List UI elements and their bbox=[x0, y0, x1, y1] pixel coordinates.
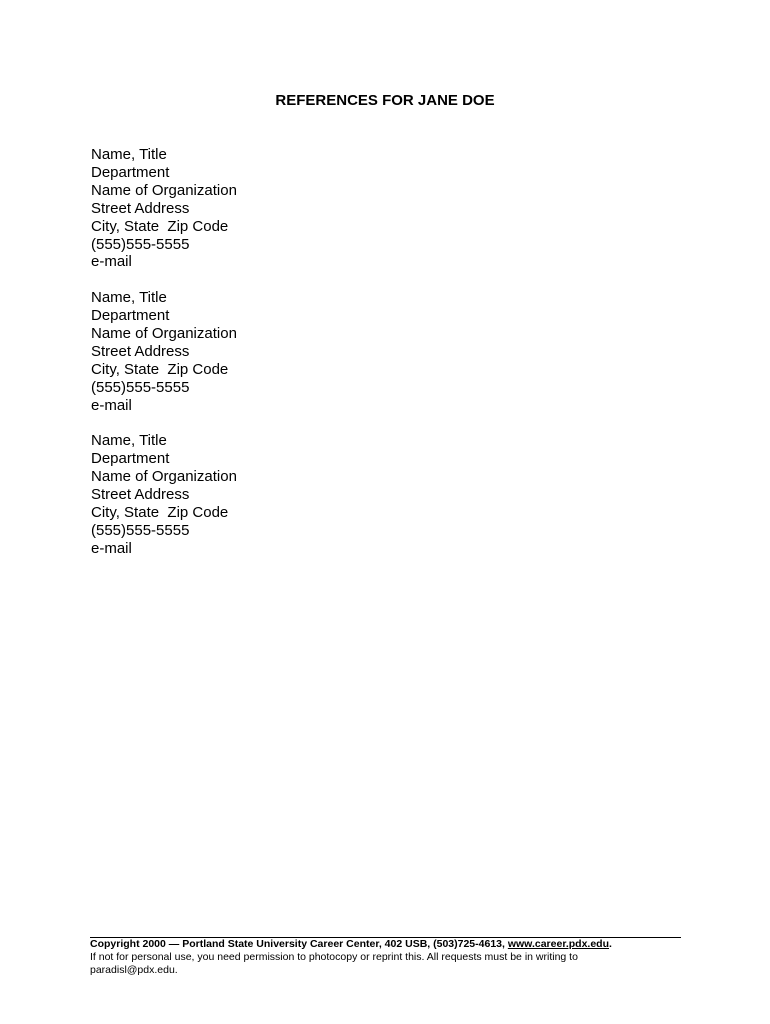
footer bbox=[90, 937, 681, 977]
footer-copyright bbox=[90, 938, 681, 951]
reference-phone: (555)555-5555 bbox=[91, 378, 190, 396]
reference-department: Department bbox=[91, 163, 170, 181]
reference-entry bbox=[91, 432, 237, 557]
references-list bbox=[91, 146, 237, 576]
reference-name-title: Name, Title bbox=[91, 432, 167, 450]
reference-name-title: Name, Title bbox=[91, 146, 167, 163]
reference-name-title: Name, Title bbox=[91, 289, 167, 307]
reference-street: Street Address bbox=[91, 342, 190, 360]
reference-organization: Name of Organization bbox=[91, 468, 237, 486]
reference-city-state-zip: City, State Zip Code bbox=[91, 360, 229, 378]
copyright-text: Copyright 2000 — Portland State University Career Center, 402 USB, (503)725-4613, bbox=[90, 938, 508, 950]
reference-city-state-zip: City, State Zip Code bbox=[91, 217, 229, 235]
website-link[interactable]: www.career.pdx.edu bbox=[507, 938, 609, 950]
reference-phone: (555)555-5555 bbox=[91, 235, 190, 253]
reference-street: Street Address bbox=[91, 199, 190, 217]
page-title: REFERENCES FOR JANE DOE bbox=[275, 92, 495, 109]
reference-street: Street Address bbox=[91, 486, 190, 504]
reference-department: Department bbox=[91, 450, 170, 468]
reference-email: e-mail bbox=[91, 253, 132, 271]
reference-organization: Name of Organization bbox=[91, 181, 237, 199]
reference-organization: Name of Organization bbox=[91, 325, 237, 343]
reference-department: Department bbox=[91, 307, 170, 325]
reference-email: e-mail bbox=[91, 539, 132, 557]
footer-note-line-1: If not for personal use, you need permission to photocopy or reprint this. All requests must be in writing to bbox=[90, 951, 578, 963]
reference-entry bbox=[91, 146, 237, 271]
reference-email: e-mail bbox=[91, 396, 132, 414]
reference-city-state-zip: City, State Zip Code bbox=[91, 504, 229, 522]
reference-entry bbox=[91, 289, 237, 414]
footer-note-line-2: paradisl@pdx.edu. bbox=[90, 964, 178, 976]
reference-phone: (555)555-5555 bbox=[91, 522, 190, 539]
copyright-suffix: . bbox=[609, 938, 612, 950]
